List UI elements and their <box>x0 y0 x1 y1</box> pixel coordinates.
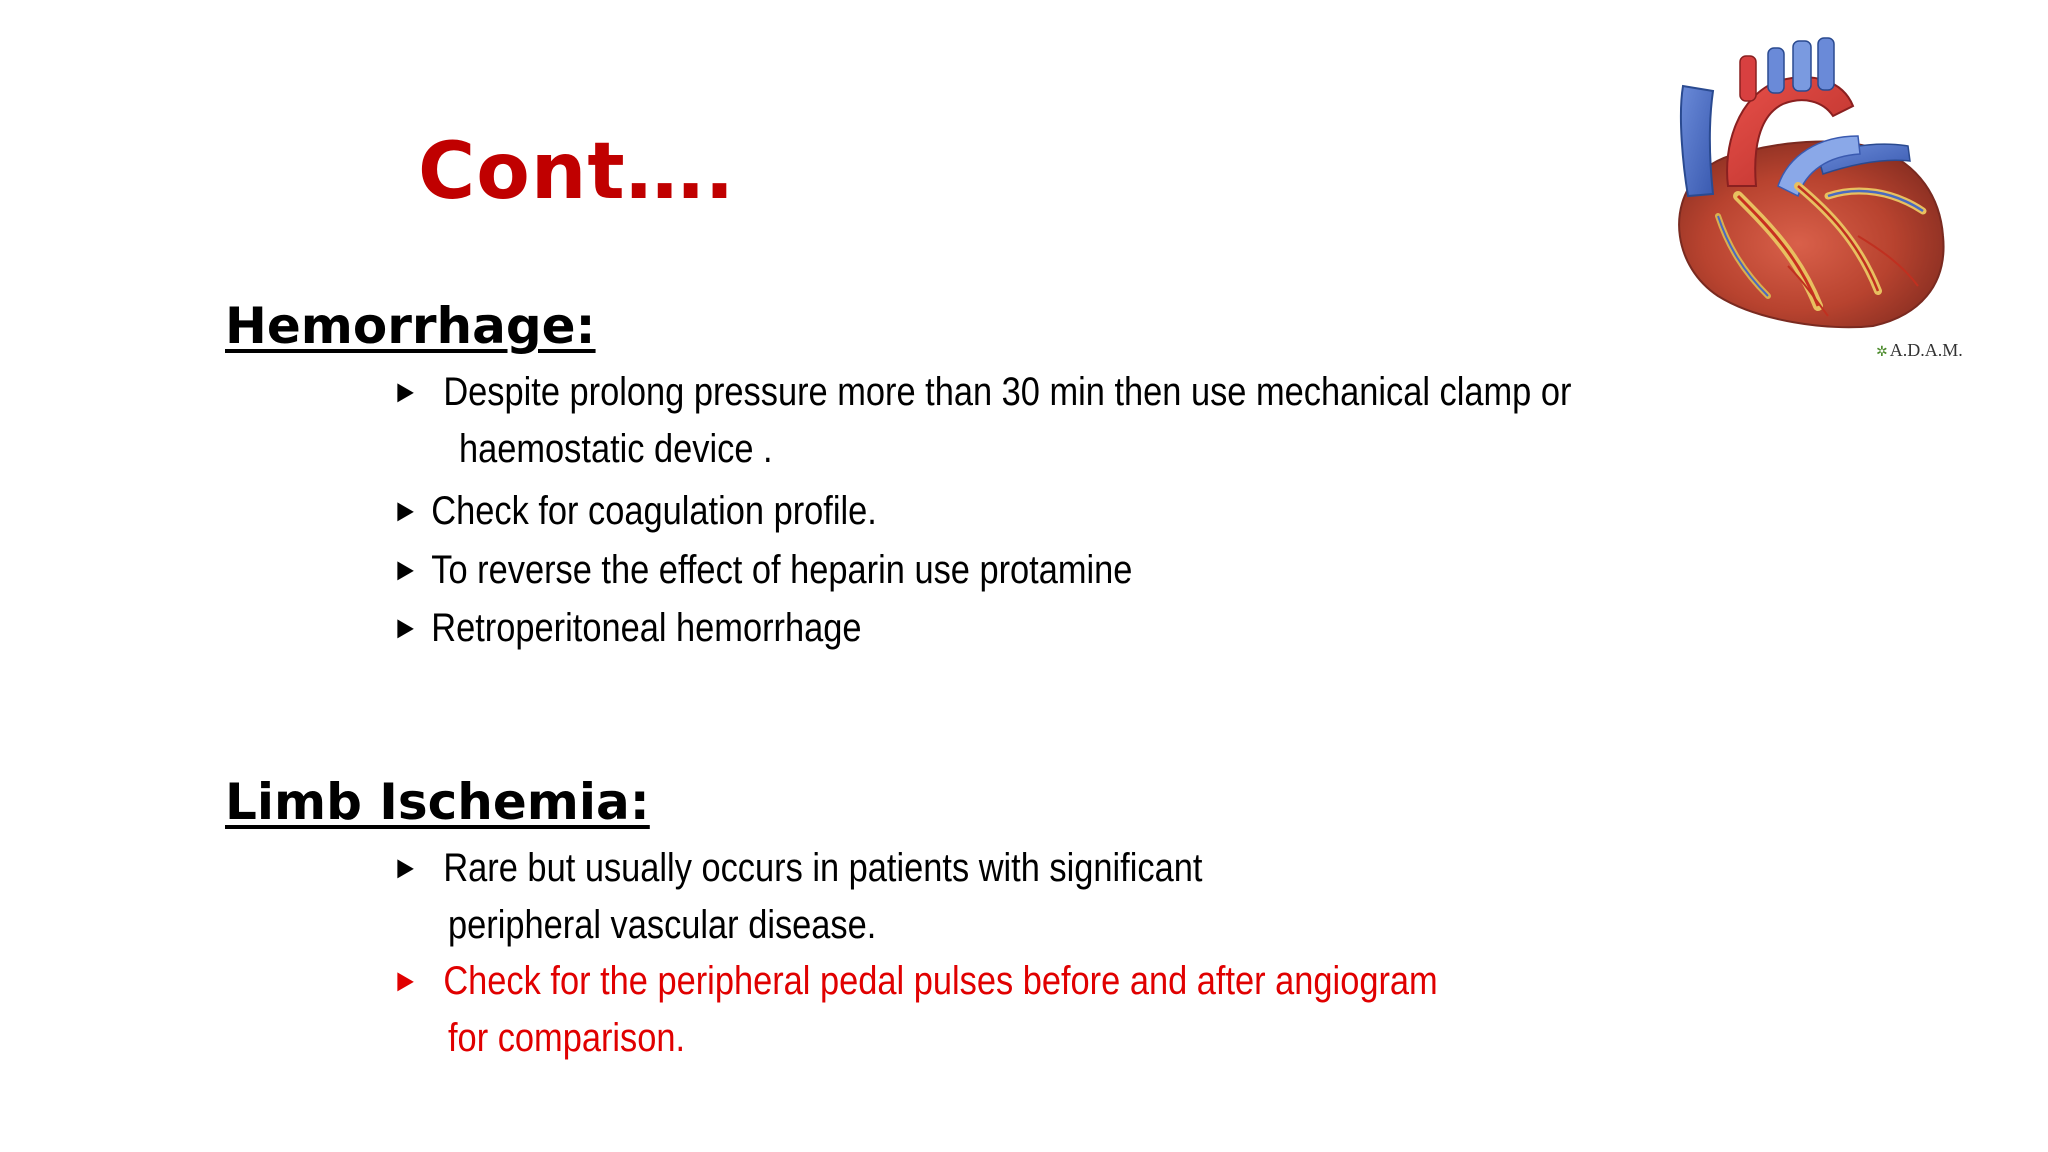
slide-title: Cont…. <box>418 127 736 217</box>
heart-illustration <box>1628 36 1988 336</box>
bullet-arrow-icon: ► <box>392 551 420 587</box>
bullet-item-highlight <box>392 951 1438 1010</box>
bullet-text-continuation: peripheral vascular disease. <box>448 903 877 947</box>
bullet-arrow-icon: ► <box>392 849 420 885</box>
bullet-item <box>392 598 862 657</box>
bullet-text: Check for the peripheral pedal pulses before and after angiogram <box>443 959 1438 1003</box>
bullet-item <box>392 838 1202 897</box>
bullet-text-continuation: haemostatic device . <box>459 427 773 471</box>
bullet-arrow-icon: ► <box>392 962 420 998</box>
section-heading-hemorrhage: Hemorrhage: <box>225 297 596 355</box>
bullet-text: To reverse the effect of heparin use protamine <box>431 548 1133 592</box>
bullet-item <box>392 540 1132 599</box>
section-heading-limb-ischemia: Limb Ischemia: <box>225 773 650 831</box>
adam-star-icon: ✲ <box>1876 345 1888 360</box>
bullet-text: Despite prolong pressure more than 30 min then use mechanical clamp or <box>443 370 1572 414</box>
bullet-arrow-icon: ► <box>392 609 420 645</box>
bullet-arrow-icon: ► <box>392 373 420 409</box>
bullet-item <box>392 481 877 540</box>
heart-icon <box>1628 36 1988 336</box>
bullet-text-continuation: for comparison. <box>448 1016 686 1060</box>
bullet-arrow-icon: ► <box>392 492 420 528</box>
bullet-item <box>392 362 1571 421</box>
adam-logo: ✲ A.D.A.M. <box>1876 340 1963 360</box>
bullet-text: Rare but usually occurs in patients with significant <box>443 846 1203 890</box>
bullet-text: Check for coagulation profile. <box>431 489 877 533</box>
bullet-text: Retroperitoneal hemorrhage <box>431 606 862 650</box>
